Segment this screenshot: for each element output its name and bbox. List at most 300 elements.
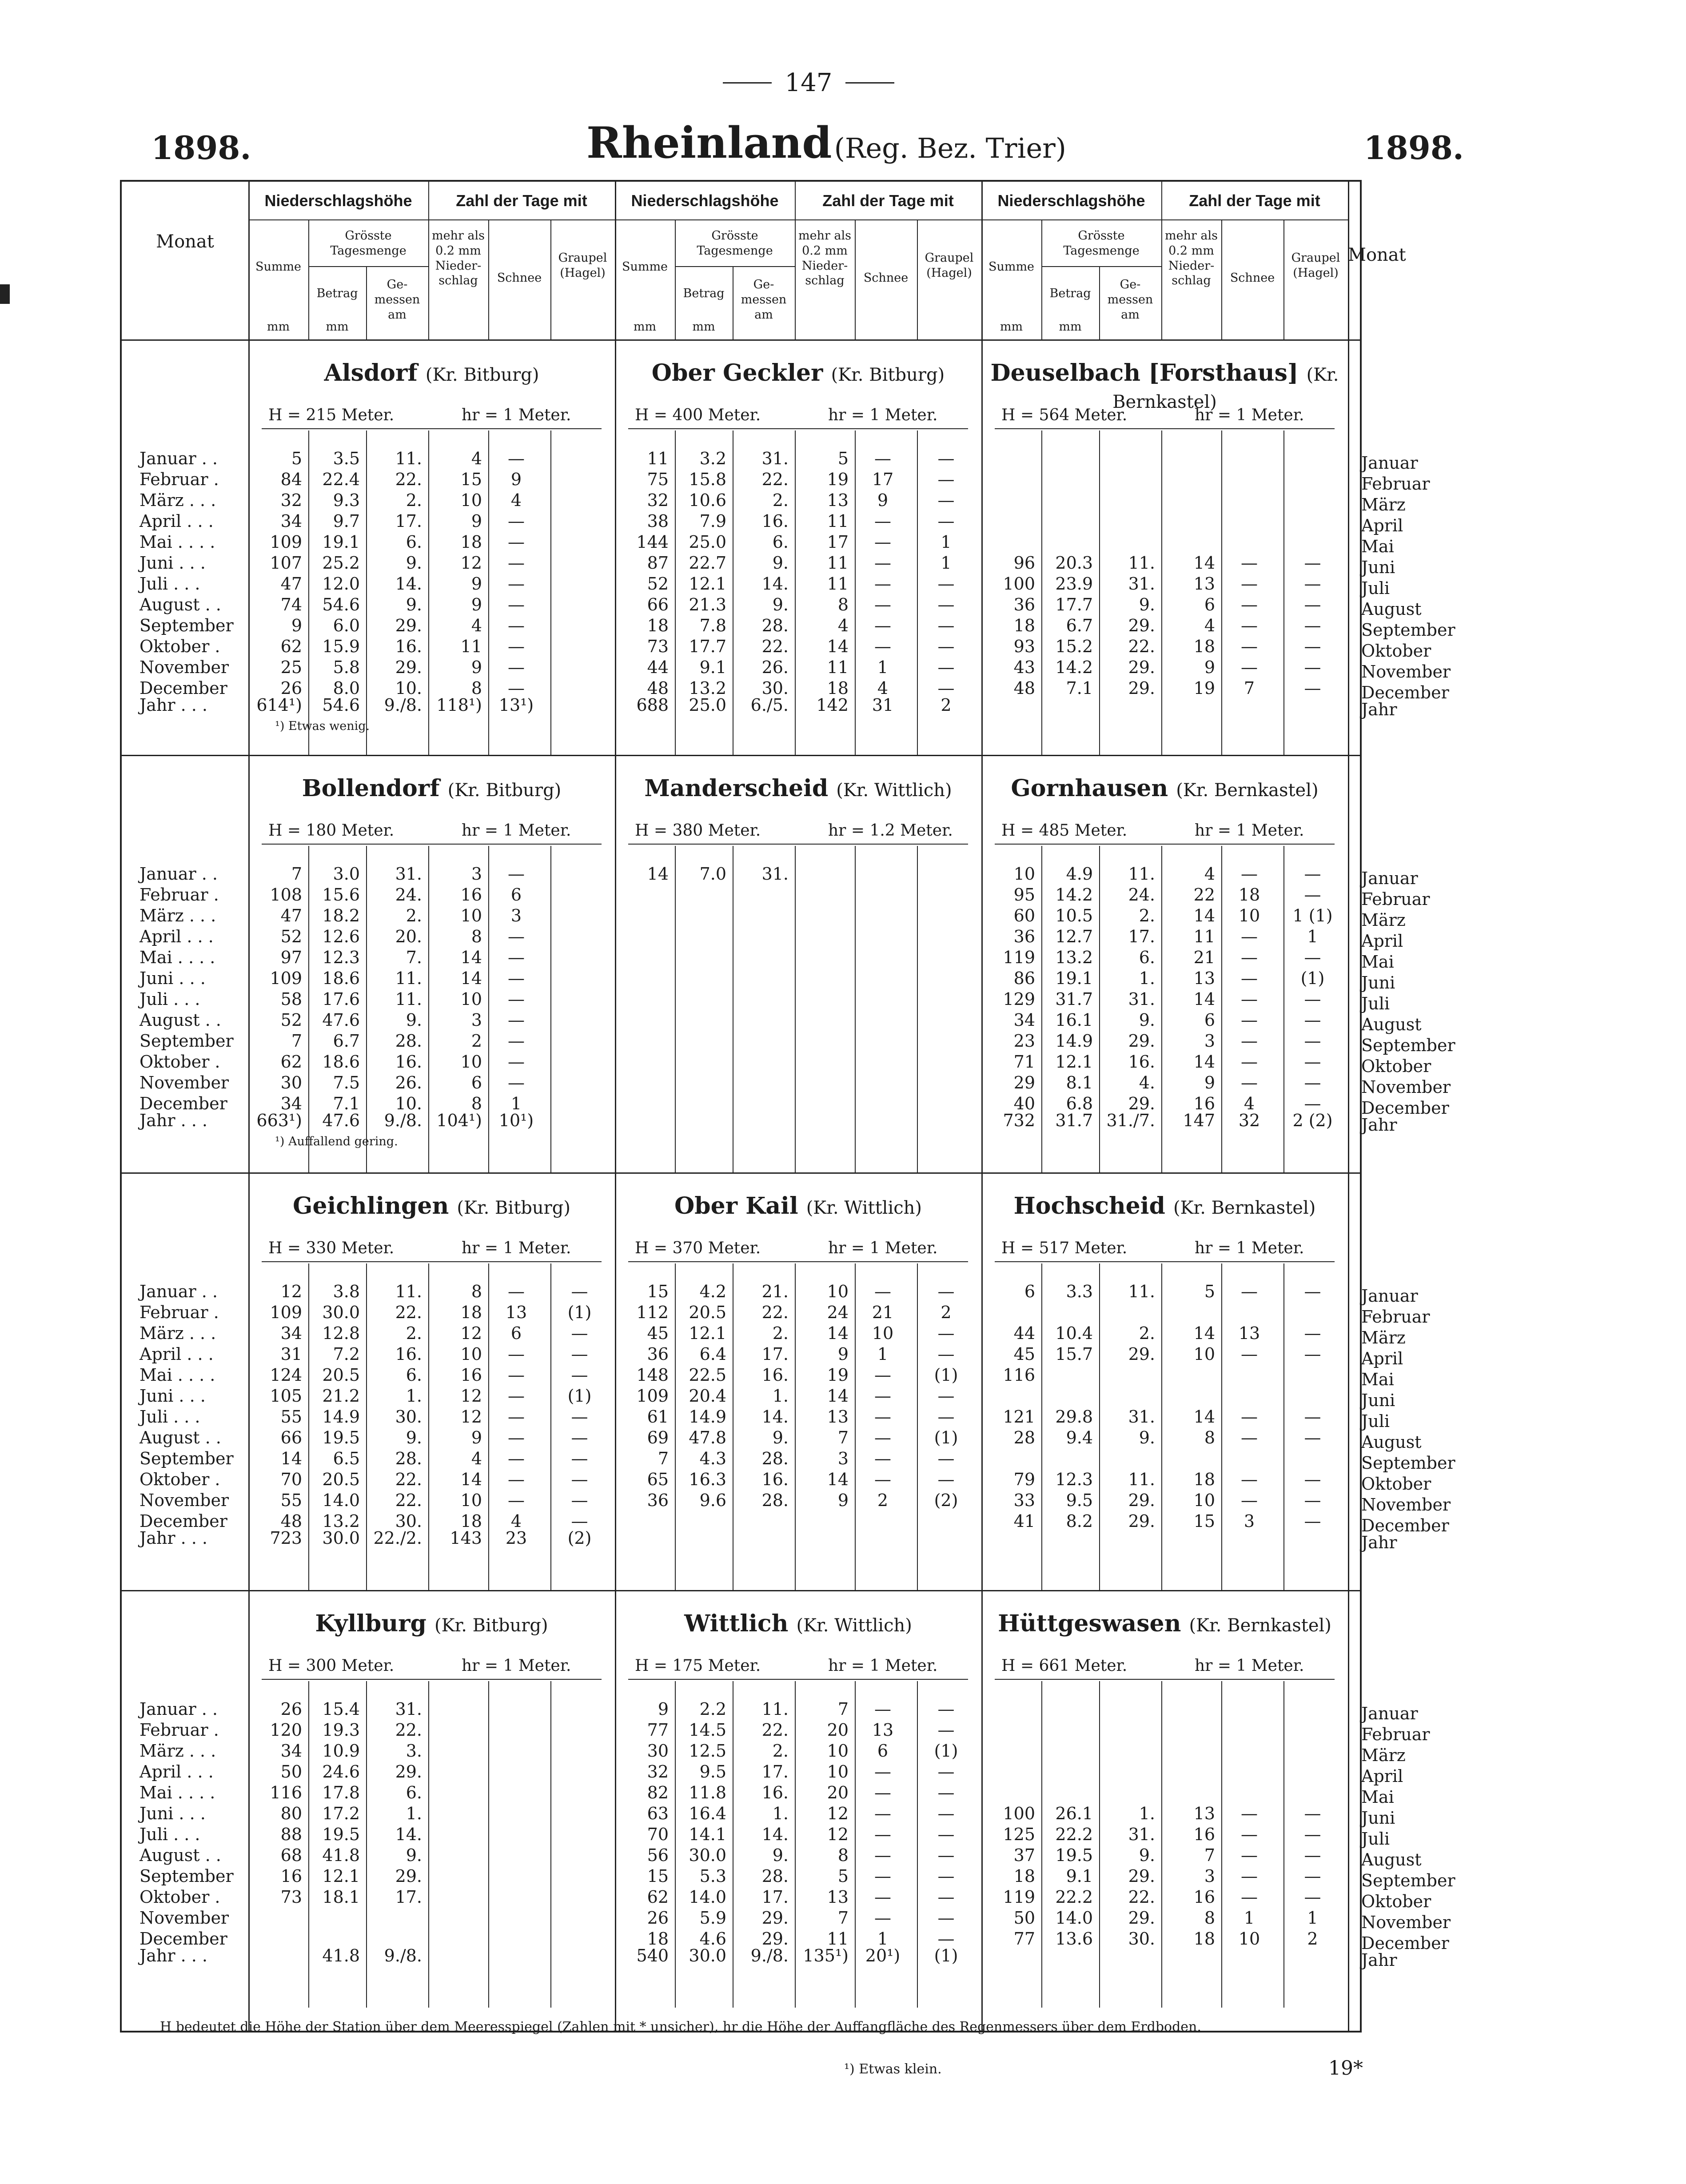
cell-summe: 47 xyxy=(280,574,302,594)
cell-betrag xyxy=(1041,1302,1093,1323)
cell-schnee: — xyxy=(508,1052,525,1072)
cell-betrag xyxy=(1041,1741,1093,1762)
header-divider xyxy=(248,219,615,220)
cell-betrag xyxy=(1041,490,1093,511)
month-label: Juni . . . xyxy=(140,1386,206,1406)
cell-am: 9. xyxy=(1139,1428,1155,1447)
cell-graupel xyxy=(550,1803,609,1824)
cell-tage: 4 xyxy=(837,616,849,635)
cell-graupel: — xyxy=(937,1323,955,1343)
cell-tage: 10 xyxy=(460,490,482,510)
cell-am: 29. xyxy=(761,1908,789,1928)
cell-schnee: — xyxy=(1241,1031,1258,1051)
cell-betrag: 47.8 xyxy=(689,1428,726,1447)
cell-tage: 11 xyxy=(827,511,849,531)
cell-graupel xyxy=(550,636,609,657)
cell-summe: 56 xyxy=(647,1845,669,1865)
cell-betrag: 9.5 xyxy=(699,1762,726,1781)
cell-schnee: 6 xyxy=(877,1741,889,1761)
cell-schnee: — xyxy=(874,1386,891,1406)
month-label-right: Juli xyxy=(1361,1411,1390,1431)
station-name-text: Manderscheid xyxy=(644,775,829,802)
cell-schnee: — xyxy=(508,1365,525,1385)
cell-schnee: — xyxy=(1241,1866,1258,1886)
cell-graupel: — xyxy=(937,1887,955,1907)
cell-tage: 22 xyxy=(1193,885,1215,905)
cell-betrag: 14.2 xyxy=(1055,885,1093,905)
cell-tage xyxy=(795,1511,849,1532)
cell-betrag: 3.5 xyxy=(333,449,360,468)
cell-am xyxy=(733,1072,789,1093)
cell-graupel xyxy=(1283,469,1342,490)
column-summe xyxy=(248,448,302,699)
month-label: December xyxy=(140,1094,227,1113)
cell-tage: 10 xyxy=(827,1762,849,1781)
cell-graupel xyxy=(550,1720,609,1741)
cell-schnee: — xyxy=(508,1031,525,1051)
cell-betrag: 14.2 xyxy=(1055,658,1093,677)
month-labels xyxy=(140,864,246,1114)
header-summe: Summe xyxy=(988,260,1035,274)
column-summe xyxy=(615,1699,669,1949)
cell-tage: 20 xyxy=(827,1720,849,1740)
cell-tage: 8 xyxy=(471,927,482,946)
cell-graupel: — xyxy=(1304,658,1321,677)
column-graupel xyxy=(917,448,975,699)
month-label-right: März xyxy=(1361,1746,1406,1765)
cell-summe: 11 xyxy=(647,449,669,468)
cell-am: 29. xyxy=(1128,678,1155,698)
month-label-right: Juli xyxy=(1361,1829,1390,1849)
cell-betrag: 12.6 xyxy=(322,927,360,946)
cell-betrag: 9.3 xyxy=(333,490,360,510)
cell-tage xyxy=(428,1720,482,1741)
cell-schnee xyxy=(1221,1782,1277,1803)
month-labels-right xyxy=(1361,453,1463,703)
month-label-right: November xyxy=(1361,1495,1451,1514)
cell-betrag: 47.6 xyxy=(322,1010,360,1030)
cell-betrag: 20.4 xyxy=(689,1386,726,1406)
cell-betrag xyxy=(675,1093,726,1114)
cell-am: 29. xyxy=(395,1866,422,1886)
cell-betrag: 12.1 xyxy=(689,574,726,594)
cell-am: 30. xyxy=(395,1407,422,1427)
cell-schnee: — xyxy=(1241,948,1258,967)
cell-graupel xyxy=(917,1511,975,1532)
cell-graupel: — xyxy=(1304,1511,1321,1531)
cell-schnee: — xyxy=(508,968,525,988)
cell-betrag: 17.7 xyxy=(1055,595,1093,614)
column-schnee xyxy=(1221,864,1277,1114)
cell-summe xyxy=(981,1741,1035,1762)
cell-am: 14. xyxy=(395,574,422,594)
cell-am: 22. xyxy=(395,1491,422,1510)
header-schnee: Schnee xyxy=(863,271,909,285)
cell-betrag: 18.6 xyxy=(322,1052,360,1072)
cell-tage: 12 xyxy=(460,1407,482,1427)
cell-graupel: — xyxy=(937,1783,955,1802)
jahr-tage: 104¹) xyxy=(436,1111,482,1130)
cell-graupel xyxy=(550,1887,609,1908)
cell-tage: 16 xyxy=(1193,1094,1215,1113)
cell-graupel xyxy=(550,1741,609,1762)
cell-schnee: — xyxy=(1241,1282,1258,1301)
station-kreis: (Kr. Bernkastel) xyxy=(1112,365,1339,412)
column-graupel xyxy=(917,864,975,1114)
cell-am xyxy=(1099,1762,1155,1782)
cell-graupel xyxy=(550,968,609,989)
header-divider xyxy=(615,219,981,220)
cell-schnee: — xyxy=(1241,1052,1258,1072)
cell-am: 11. xyxy=(395,1282,422,1301)
cell-summe: 44 xyxy=(1013,1323,1035,1343)
month-label-right: Juni xyxy=(1361,1808,1395,1828)
cell-schnee: — xyxy=(874,595,891,614)
month-label: Oktober . xyxy=(140,637,220,656)
cell-schnee: — xyxy=(874,1845,891,1865)
cell-tage xyxy=(795,968,849,989)
cell-schnee xyxy=(488,1762,544,1782)
cell-summe: 26 xyxy=(280,1699,302,1719)
column-betrag xyxy=(675,864,726,1114)
cell-graupel xyxy=(550,532,609,553)
header-summe-unit: mm xyxy=(267,320,290,334)
month-label: Februar . xyxy=(140,1720,219,1740)
cell-am: 17. xyxy=(395,1887,422,1907)
header-gemessen-am: Ge- messen am xyxy=(741,278,787,322)
cell-am: 14. xyxy=(395,1825,422,1844)
station-name xyxy=(981,1610,1348,1637)
header-groesste-tagesmenge: Grösste Tagesmenge xyxy=(1063,229,1140,258)
header-gemessen-am: Ge- messen am xyxy=(1107,278,1153,322)
cell-schnee xyxy=(488,1803,544,1824)
cell-summe: 47 xyxy=(280,906,302,925)
cell-graupel: — xyxy=(1304,1887,1321,1907)
station-kreis: (Kr. Bernkastel) xyxy=(1176,780,1319,801)
cell-summe xyxy=(981,490,1035,511)
cell-am: 28. xyxy=(395,1031,422,1051)
cell-schnee: 13 xyxy=(872,1720,894,1740)
station-name xyxy=(615,1192,981,1220)
column-tage xyxy=(1161,1281,1215,1532)
cell-graupel xyxy=(1283,511,1342,532)
cell-tage: 12 xyxy=(460,1386,482,1406)
cell-graupel: — xyxy=(1304,1323,1321,1343)
cell-betrag: 18.2 xyxy=(322,906,360,925)
cell-graupel: — xyxy=(937,658,955,677)
cell-betrag: 22.2 xyxy=(1055,1887,1093,1907)
cell-betrag: 16.4 xyxy=(689,1804,726,1823)
cell-tage: 14 xyxy=(827,1470,849,1489)
cell-summe: 26 xyxy=(280,678,302,698)
cell-summe: 148 xyxy=(636,1365,669,1385)
cell-betrag: 12.1 xyxy=(1055,1052,1093,1072)
cell-am xyxy=(1099,511,1155,532)
month-label: April . . . xyxy=(140,1762,214,1781)
cell-betrag: 8.1 xyxy=(1066,1073,1093,1092)
header-summe: Summe xyxy=(255,260,302,274)
cell-am xyxy=(1099,1302,1155,1323)
column-betrag xyxy=(1041,864,1093,1114)
month-label: September xyxy=(140,1031,234,1051)
page-title xyxy=(578,118,1075,168)
cell-am: 1. xyxy=(772,1386,789,1406)
cell-tage: 16 xyxy=(460,885,482,905)
cell-tage: 3 xyxy=(1204,1031,1215,1051)
station-kreis: (Kr. Bitburg) xyxy=(447,780,562,801)
month-label: März . . . xyxy=(140,1741,216,1761)
month-label: Februar . xyxy=(140,1303,219,1322)
jahr-schnee: 10¹) xyxy=(498,1111,534,1130)
cell-summe xyxy=(615,905,669,926)
column-am xyxy=(366,1699,422,1949)
month-label-right: Juni xyxy=(1361,558,1395,577)
cell-betrag: 6.4 xyxy=(699,1344,726,1364)
cell-tage: 18 xyxy=(827,678,849,698)
cell-tage: 10 xyxy=(1193,1491,1215,1510)
column-summe xyxy=(248,864,302,1114)
cell-tage: 9 xyxy=(1204,1073,1215,1092)
cell-betrag: 20.5 xyxy=(689,1303,726,1322)
cell-graupel xyxy=(550,905,609,926)
cell-am xyxy=(366,1908,422,1929)
cell-am: 17. xyxy=(1128,927,1155,946)
cell-tage: 15 xyxy=(1193,1511,1215,1531)
column-schnee xyxy=(1221,1699,1277,1949)
cell-betrag xyxy=(1041,1782,1093,1803)
cell-graupel xyxy=(917,926,975,947)
cell-summe: 48 xyxy=(647,678,669,698)
cell-betrag: 20.3 xyxy=(1055,553,1093,573)
header-niederschlagshoehe: Niederschlagshöhe xyxy=(264,191,412,210)
cell-schnee: 4 xyxy=(877,678,889,698)
cell-am: 9. xyxy=(1139,595,1155,614)
cell-schnee: — xyxy=(874,1699,891,1719)
column-header-monat: Monat xyxy=(156,231,214,252)
cell-summe: 18 xyxy=(1013,1866,1035,1886)
header-zahl-der-tage: Zahl der Tage mit xyxy=(1189,191,1320,210)
cell-am xyxy=(1099,1741,1155,1762)
cell-am: 10. xyxy=(395,1094,422,1113)
header-graupel: Graupel (Hagel) xyxy=(925,251,974,280)
cell-tage xyxy=(1161,1302,1215,1323)
cell-am xyxy=(733,1031,789,1052)
month-labels xyxy=(140,1281,246,1532)
cell-tage: 8 xyxy=(1204,1428,1215,1447)
cell-am: 29. xyxy=(395,1762,422,1781)
month-label: Juli . . . xyxy=(140,989,200,1009)
cell-tage xyxy=(428,1908,482,1929)
column-betrag xyxy=(1041,1699,1093,1949)
cell-summe: 36 xyxy=(647,1344,669,1364)
cell-betrag: 6.7 xyxy=(333,1031,360,1051)
cell-graupel: — xyxy=(1304,1866,1321,1886)
jahr-label-right: Jahr xyxy=(1361,1533,1397,1552)
month-label: August . . xyxy=(140,1845,221,1865)
cell-schnee: — xyxy=(508,1344,525,1364)
cell-summe: 74 xyxy=(280,595,302,614)
cell-schnee xyxy=(488,1887,544,1908)
month-label-right: April xyxy=(1361,1349,1403,1368)
cell-betrag xyxy=(1041,1699,1093,1720)
cell-graupel xyxy=(1283,448,1342,469)
jahr-betrag: 31.7 xyxy=(1055,1111,1093,1130)
cell-summe: 109 xyxy=(270,1303,302,1322)
jahr-graupel: 2 xyxy=(941,695,952,715)
cell-summe: 58 xyxy=(280,989,302,1009)
cell-betrag xyxy=(675,885,726,905)
cell-graupel xyxy=(1283,1302,1342,1323)
cell-tage xyxy=(1161,490,1215,511)
cell-am: 28. xyxy=(761,616,789,635)
cell-summe xyxy=(981,1782,1035,1803)
jahr-label: Jahr . . . xyxy=(140,1528,208,1548)
cell-schnee: 13 xyxy=(1238,1323,1260,1343)
cell-betrag: 9.7 xyxy=(333,511,360,531)
station-underline xyxy=(995,844,1335,845)
cell-graupel: — xyxy=(937,678,955,698)
header-summe-unit: mm xyxy=(1000,320,1023,334)
cell-tage: 6 xyxy=(1204,595,1215,614)
cell-summe: 36 xyxy=(1013,927,1035,946)
cell-tage: 8 xyxy=(1204,1908,1215,1928)
cell-tage: 8 xyxy=(837,595,849,614)
column-am xyxy=(733,864,789,1114)
cell-schnee: 9 xyxy=(510,470,522,489)
cell-graupel xyxy=(550,511,609,532)
cell-tage: 16 xyxy=(1193,1825,1215,1844)
cell-am: 11. xyxy=(1128,1282,1155,1301)
cell-schnee: 6 xyxy=(510,885,522,905)
cell-summe: 109 xyxy=(270,968,302,988)
cell-am: 16. xyxy=(761,1470,789,1489)
cell-tage: 10 xyxy=(1193,1344,1215,1364)
cell-summe: 37 xyxy=(1013,1845,1035,1865)
cell-graupel xyxy=(917,1072,975,1093)
cell-betrag xyxy=(1041,1448,1093,1469)
cell-schnee: — xyxy=(1241,1407,1258,1427)
station-underline xyxy=(262,1679,602,1680)
cell-schnee xyxy=(488,1720,544,1741)
cell-betrag: 19.5 xyxy=(322,1428,360,1447)
cell-tage: 21 xyxy=(1193,948,1215,967)
column-schnee xyxy=(855,1699,911,1949)
cell-am: 17. xyxy=(761,1344,789,1364)
station-name xyxy=(981,359,1348,414)
cell-am: 22. xyxy=(761,1303,789,1322)
jahr-tage: 147 xyxy=(1183,1111,1215,1130)
cell-schnee: — xyxy=(874,1365,891,1385)
station-kreis: (Kr. Wittlich) xyxy=(796,1615,912,1636)
cell-am: 11. xyxy=(395,968,422,988)
cell-betrag: 14.5 xyxy=(689,1720,726,1740)
cell-tage: 14 xyxy=(1193,906,1215,925)
cell-betrag: 12.1 xyxy=(689,1323,726,1343)
column-betrag xyxy=(1041,448,1093,699)
month-label: Januar . . xyxy=(140,1699,218,1719)
jahr-summe: 614¹) xyxy=(256,695,302,715)
month-label-right: Juli xyxy=(1361,578,1390,598)
jahr-am: 9./8. xyxy=(750,1946,789,1965)
cell-am: 29. xyxy=(395,658,422,677)
cell-schnee xyxy=(488,1741,544,1762)
cell-graupel: 1 (1) xyxy=(1292,906,1333,925)
cell-tage xyxy=(795,1072,849,1093)
cell-am: 22. xyxy=(1128,637,1155,656)
cell-am: 6. xyxy=(1139,948,1155,967)
column-am xyxy=(733,1699,789,1949)
cell-schnee xyxy=(488,1866,544,1887)
cell-graupel: — xyxy=(937,1804,955,1823)
column-schnee xyxy=(488,864,544,1114)
cell-graupel xyxy=(917,968,975,989)
column-border xyxy=(1348,182,1349,2031)
cell-tage: 12 xyxy=(827,1825,849,1844)
cell-am xyxy=(1099,448,1155,469)
station-kreis: (Kr. Wittlich) xyxy=(806,1198,922,1218)
cell-graupel: — xyxy=(571,1449,588,1468)
station-hr: hr = 1 Meter. xyxy=(462,821,571,840)
cell-schnee: 2 xyxy=(877,1491,889,1510)
jahr-schnee: 31 xyxy=(872,695,894,715)
cell-am: 7. xyxy=(406,948,422,967)
cell-schnee: — xyxy=(508,595,525,614)
cell-tage xyxy=(795,947,849,968)
cell-betrag: 54.6 xyxy=(322,595,360,614)
cell-tage xyxy=(1161,1448,1215,1469)
month-label-right: April xyxy=(1361,931,1403,951)
header-divider xyxy=(1041,266,1161,267)
cell-am: 11. xyxy=(395,449,422,468)
cell-betrag: 18.6 xyxy=(322,968,360,988)
cell-summe: 120 xyxy=(270,1720,302,1740)
cell-tage xyxy=(795,926,849,947)
cell-schnee: — xyxy=(508,637,525,656)
cell-tage xyxy=(1161,1365,1215,1386)
station-height: H = 380 Meter. xyxy=(635,821,761,840)
column-betrag xyxy=(308,864,360,1114)
cell-tage xyxy=(1161,1386,1215,1407)
cell-schnee: — xyxy=(508,678,525,698)
cell-graupel: — xyxy=(1304,1407,1321,1427)
cell-betrag: 14.9 xyxy=(689,1407,726,1427)
station-note: ¹) Etwas wenig. xyxy=(275,719,370,733)
cell-graupel: 1 xyxy=(1307,927,1318,946)
cell-schnee: 10 xyxy=(1238,1929,1260,1949)
cell-summe xyxy=(615,1093,669,1114)
cell-tage xyxy=(1161,1720,1215,1741)
header-mehr-als: mehr als 0.2 mm Nieder- schlag xyxy=(1164,229,1218,288)
cell-summe: 69 xyxy=(647,1428,669,1447)
cell-tage: 14 xyxy=(827,1386,849,1406)
cell-am: 29. xyxy=(1128,1866,1155,1886)
cell-betrag xyxy=(675,968,726,989)
cell-summe: 97 xyxy=(280,948,302,967)
cell-schnee: — xyxy=(508,1470,525,1489)
cell-schnee xyxy=(1221,1699,1277,1720)
month-label: December xyxy=(140,1929,227,1949)
station-hr: hr = 1 Meter. xyxy=(1195,821,1304,840)
data-table xyxy=(120,180,1455,2033)
station-note: ¹) Auffallend gering. xyxy=(275,1135,398,1148)
cell-graupel: — xyxy=(937,1386,955,1406)
cell-graupel: — xyxy=(1304,1845,1321,1865)
header-schnee: Schnee xyxy=(497,271,542,285)
cell-tage: 12 xyxy=(460,553,482,573)
cell-am xyxy=(1099,1365,1155,1386)
cell-summe: 52 xyxy=(647,574,669,594)
cell-betrag xyxy=(675,947,726,968)
